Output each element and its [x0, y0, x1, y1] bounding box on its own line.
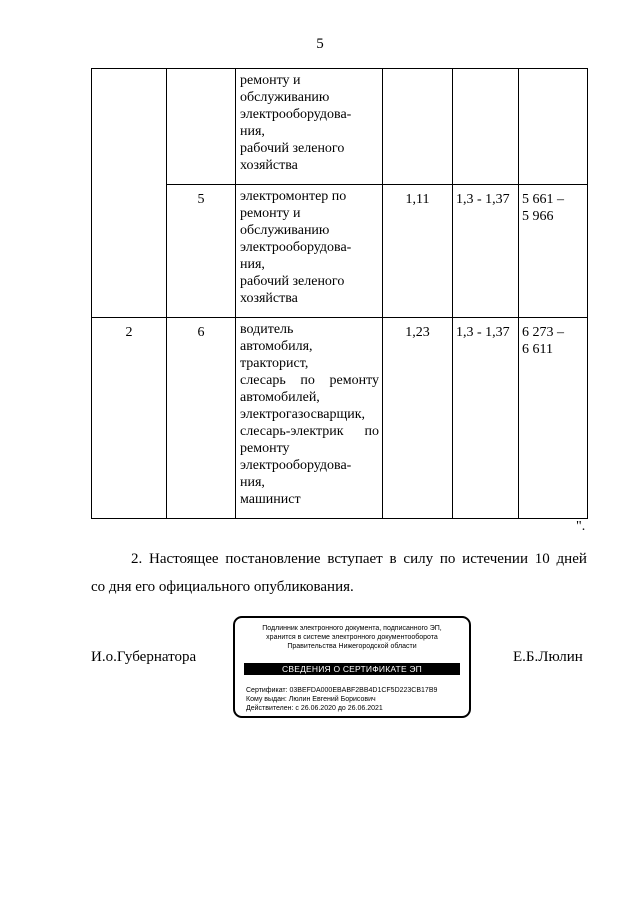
range-cell — [453, 185, 519, 318]
stamp-valid: Действителен: с 26.06.2020 до 26.06.2021 — [246, 705, 383, 712]
word: по — [439, 551, 456, 567]
word: постановление — [225, 551, 321, 567]
stamp-intro — [239, 624, 465, 651]
salary-cell — [519, 185, 588, 318]
signatory-position: И.о.Губернатора — [91, 649, 197, 665]
page-number: 5 — [316, 36, 324, 52]
salary-line: 6 273 – — [522, 325, 564, 340]
grade-cell: 5 — [167, 185, 236, 318]
word: в — [389, 551, 397, 567]
profession-line: рабочий зеленого — [240, 274, 345, 289]
e-signature-stamp — [233, 616, 471, 718]
profession-line: автомобиля, — [240, 339, 313, 354]
profession-line: ремонту и — [240, 206, 301, 221]
profession-cell — [236, 318, 383, 519]
closing-quote: ". — [576, 519, 586, 534]
range-value: 1,3 - 1,37 — [456, 192, 510, 207]
profession-line: рабочий зеленого — [240, 141, 345, 156]
coef-cell: 1,23 — [383, 318, 453, 519]
word: 2. — [131, 551, 143, 567]
profession-cell — [236, 69, 383, 185]
word: ремонту — [329, 373, 379, 388]
profession-line-justified — [240, 423, 379, 440]
profession-line: автомобилей, — [240, 390, 320, 405]
profession-line: хозяйства — [240, 291, 298, 306]
stamp-details — [246, 686, 463, 713]
grade-cell: 6 — [167, 318, 236, 519]
salary-cell — [519, 318, 588, 519]
paragraph-line-1 — [91, 545, 587, 573]
profession-line: ремонту и — [240, 73, 301, 88]
word: Настоящее — [149, 551, 219, 567]
range-value: 1,3 - 1,37 — [456, 325, 510, 340]
word: по — [300, 373, 315, 388]
range-cell — [453, 318, 519, 519]
profession-line: электрооборудова- — [240, 458, 352, 473]
profession-cell — [236, 185, 383, 318]
profession-line: хозяйства — [240, 158, 298, 173]
profession-line: тракторист, — [240, 356, 309, 371]
stamp-intro-line: Подлинник электронного документа, подписанного ЭП, — [262, 625, 442, 632]
salary-cell-empty — [519, 69, 588, 185]
profession-line: электромонтер по — [240, 189, 347, 204]
salary-line: 5 661 – — [522, 192, 564, 207]
stamp-intro-line: Правительства Нижегородской области — [287, 643, 417, 650]
signatory-name: Е.Б.Люлин — [513, 649, 583, 665]
profession-line: водитель — [240, 322, 294, 337]
grade-cell-empty — [167, 69, 236, 185]
profession-line: ния, — [240, 475, 265, 490]
profession-line: электрогазосварщик, — [240, 407, 366, 422]
profession-line: обслуживанию — [240, 223, 330, 238]
range-cell-empty — [453, 69, 519, 185]
profession-line: электрооборудова- — [240, 107, 352, 122]
stamp-intro-line: хранится в системе электронного документооборота — [266, 634, 438, 641]
profession-line: ния, — [240, 257, 265, 272]
coef-cell-empty — [383, 69, 453, 185]
coef-cell: 1,11 — [383, 185, 453, 318]
profession-line: ремонту — [240, 441, 290, 456]
effective-date-paragraph — [91, 545, 587, 601]
salary-line: 6 611 — [522, 342, 553, 357]
profession-line: ния, — [240, 124, 265, 139]
word: истечении — [462, 551, 528, 567]
profession-line: машинист — [240, 492, 301, 507]
tariff-table — [91, 68, 588, 519]
word: силу — [403, 551, 434, 567]
stamp-issued-to: Кому выдан: Люлин Евгений Борисович — [246, 696, 376, 703]
salary-line: 5 966 — [522, 209, 554, 224]
table-row — [92, 318, 588, 519]
word: по — [364, 424, 379, 439]
profession-line-justified — [240, 372, 379, 389]
level-cell-empty — [92, 69, 167, 318]
profession-line: обслуживанию — [240, 90, 330, 105]
table-row — [92, 185, 588, 318]
profession-line: электрооборудова- — [240, 240, 352, 255]
stamp-header: СВЕДЕНИЯ О СЕРТИФИКАТЕ ЭП — [244, 663, 460, 675]
level-cell: 2 — [92, 318, 167, 519]
word: слесарь-электрик — [240, 424, 344, 439]
word: дней — [556, 551, 587, 567]
word: 10 — [534, 551, 550, 567]
table-row — [92, 69, 588, 185]
word: слесарь — [240, 373, 286, 388]
paragraph-line-2: со дня его официального опубликования. — [91, 579, 354, 595]
word: вступает — [327, 551, 383, 567]
stamp-certificate: Сертификат: 03BEFDA000EBABF2BB4D1CF5D223CB17B9 — [246, 687, 438, 694]
